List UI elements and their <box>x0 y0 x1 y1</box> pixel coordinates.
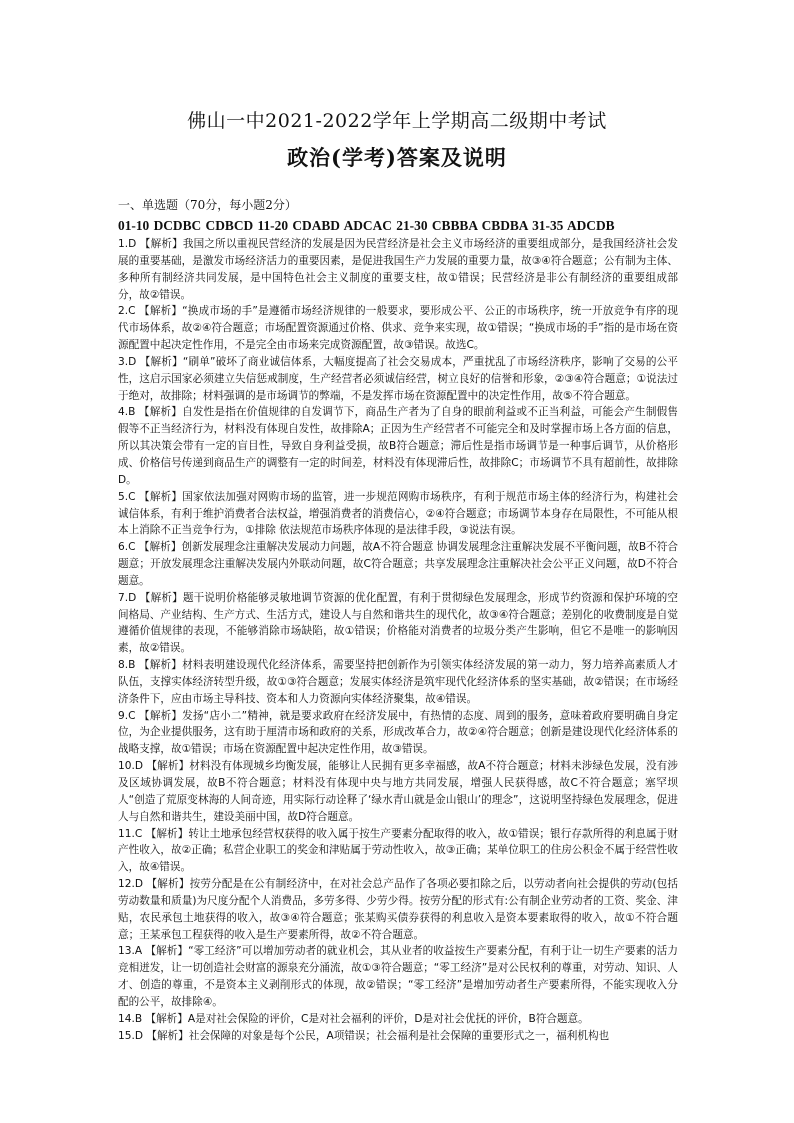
explanation-item: 14.B 【解析】A是对社会保险的评价，C是对社会福利的评价，D是对社会优抚的评价，B符合题意。 <box>118 1012 589 1025</box>
explanation-item: 11.C 【解析】转让土地承包经营权获得的收入属于按生产要素分配取得的收入，故①错误；银行存款所得的利息属于财产性收入，故②正确；私营企业职工的奖金和津贴属于劳动性收入，故③正确；某单位职工的住房公积金不属于经营性收入，故④错误。 <box>118 827 678 874</box>
explanation-item: 8.B 【解析】材料表明建设现代化经济体系，需要坚持把创新作为引领实体经济发展的第一动力，努力培养高素质人才队伍，支撑实体经济转型升级，故①③符合题意；发展实体经济是筑牢现代化经济体系的坚实基础，故②错误；在市场经济条件下，应由市场主导科技、资本和人力资源向实体经济聚集，故④错误。 <box>118 659 678 705</box>
explanation-item: 10.D 【解析】材料没有体现城乡均衡发展，能够让人民拥有更多幸福感，故A不符合题意；材料未涉绿色发展，没有涉及区域协调发展，故B不符合题意；材料没有体现中央与地方共同发展，增强人民获得感，故C不符合题意；塞罕坝人“创造了荒原变林海的人间奇迹，用实际行动诠释了‘绿水青山就是金山银山’的理念”，这说明坚持绿色发展理念，促进人与自然和谐共生，建设美丽中国，故D符合题意。 <box>118 760 678 823</box>
explanations-body <box>118 236 678 1045</box>
explanation-item: 7.D 【解析】题干说明价格能够灵敏地调节资源的优化配置，有利于贯彻绿色发展理念，形成节约资源和保护环境的空间格局、产业结构、生产方式、生活方式，建设人与自然和谐共生的现代化，故③④符合题意；差别化的收费制度是自觉遵循价值规律的表现，不能够消除市场缺陷，故①错误；价格能对消费者的垃圾分类产生影响，但它不是唯一的影响因素，故②错误。 <box>118 591 678 655</box>
explanation-item: 5.C 【解析】国家依法加强对网购市场的监管，进一步规范网购市场秩序，有利于规范市场主体的经济行为，构建社会诚信体系，有利于维护消费者合法权益，增强消费者的消费信心，②④符合题意；市场调节本身存在局限性，不可能从根本上消除不正当竞争行为，①排除 依法规范市场秩序体现的是法律手段，③说法有误。 <box>118 490 678 537</box>
explanation-item: 6.C 【解析】创新发展理念注重解决发展动力问题，故A不符合题意 协调发展理念注重解决发展不平衡问题，故B不符合题意；开放发展理念注重解决发展内外联动问题，故C符合题意；共享发展理念注重解决社会公平正义问题，故D不符合题意。 <box>118 541 678 587</box>
explanation-item: 9.C 【解析】发扬“店小二”精神，就是要求政府在经济发展中，有热情的态度、周到的服务，意味着政府要明确自身定位，为企业提供服务，这有助于厘清市场和政府的关系，形成改革合力，故②④符合题意；创新是建设现代化经济体系的战略支撑，故①错误；市场在资源配置中起决定性作用，故③错误。 <box>118 709 678 756</box>
document-subtitle: 政治(学考)答案及说明 <box>287 145 507 170</box>
explanation-item: 12.D 【解析】按劳分配是在公有制经济中，在对社会总产品作了各项必要扣除之后，以劳动者向社会提供的劳动(包括劳动数量和质量)为尺度分配个人消费品，多劳多得、少劳少得。按劳分配的形式有:公有制企业劳动者的工资、奖金、津贴，农民承包土地获得的收入，故③④符合题意；张某购买债券获得的利息收入是资本要素取得的收入，故①不符合题意；王某承包工程获得的收入是生产要素所得，故②不符合题意。 <box>118 878 678 941</box>
explanation-item: 4.B 【解析】自发性是指在价值规律的自发调节下，商品生产者为了自身的眼前利益或不正当利益，可能会产生制假售假等不正当经济行为，材料没有体现自发性，故排除A；正因为生产经营者不可能完全和及时掌握市场上各方面的信息，所以其决策会带有一定的盲目性，导致自身利益受损，故B符合题意；滞后性是指市场调节是一种事后调节，从价格形成、价格信号传递到商品生产的调整有一定的时间差，材料没有体现滞后性，故排除C；市场调节不具有超前性，故排除D。 <box>118 406 678 486</box>
explanation-item: 13.A 【解析】“零工经济”可以增加劳动者的就业机会，其从业者的收益按生产要素分配，有利于让一切生产要素的活力竞相迸发，让一切创造社会财富的源泉充分涌流，故①③符合题意；“零工经济”是对公民权利的尊重，对劳动、知识、人才、创造的尊重，不是资本主义剥削形式的体现，故②错误；“零工经济”是增加劳动者生产要素所得，不能实现收入分配的公平，故排除④。 <box>118 945 678 1008</box>
document-title: 佛山一中2021-2022学年上学期高二级期中考试 <box>187 110 607 132</box>
answer-key-line: 01-10 DCDBC CDBCD 11-20 CDABD ADCAC 21-30 CBBBA CBDBA 31-35 ADCDB <box>118 218 615 233</box>
explanation-item: 1.D 【解析】我国之所以重视民营经济的发展是因为民营经济是社会主义市场经济的重要组成部分，是我国经济社会发展的重要基础，是激发市场经济活力的重要因素，是促进我国生产力发展的重要力量，故③④符合题意；公有制为主体、多种所有制经济共同发展，是中国特色社会主义制度的重要支柱，故①错误；民营经济是非公有制经济的重要组成部分，故②错误。 <box>118 238 678 301</box>
explanation-item: 15.D 【解析】社会保障的对象是每个公民，A项错误；社会福利是社会保障的重要形式之一，福利机构也 <box>118 1029 610 1042</box>
section-heading: 一、单选题（70分，每小题2分） <box>118 198 297 212</box>
explanation-item: 3.D 【解析】“刷单”破坏了商业诚信体系，大幅度提高了社会交易成本，严重扰乱了市场经济秩序，影响了交易的公平性，这启示国家必须建立失信惩戒制度，生产经营者必须诚信经营，树立良好的信誉和形象，②③④符合题意；①说法过于绝对，故排除；材料强调的是市场调节的弊端，不是发挥市场在资源配置中的决定性作用，故⑤不符合题意。 <box>118 355 678 402</box>
explanation-item: 2.C 【解析】“换成市场的手”是遵循市场经济规律的一般要求，要形成公平、公正的市场秩序，统一开放竞争有序的现代市场体系，故②④符合题意；市场配置资源通过价格、供求、竞争来实现，故①错误；“换成市场的手”指的是市场在资源配置中起决定性作用，不是完全由市场来完成资源配置，故③错误。故选C。 <box>118 305 678 352</box>
